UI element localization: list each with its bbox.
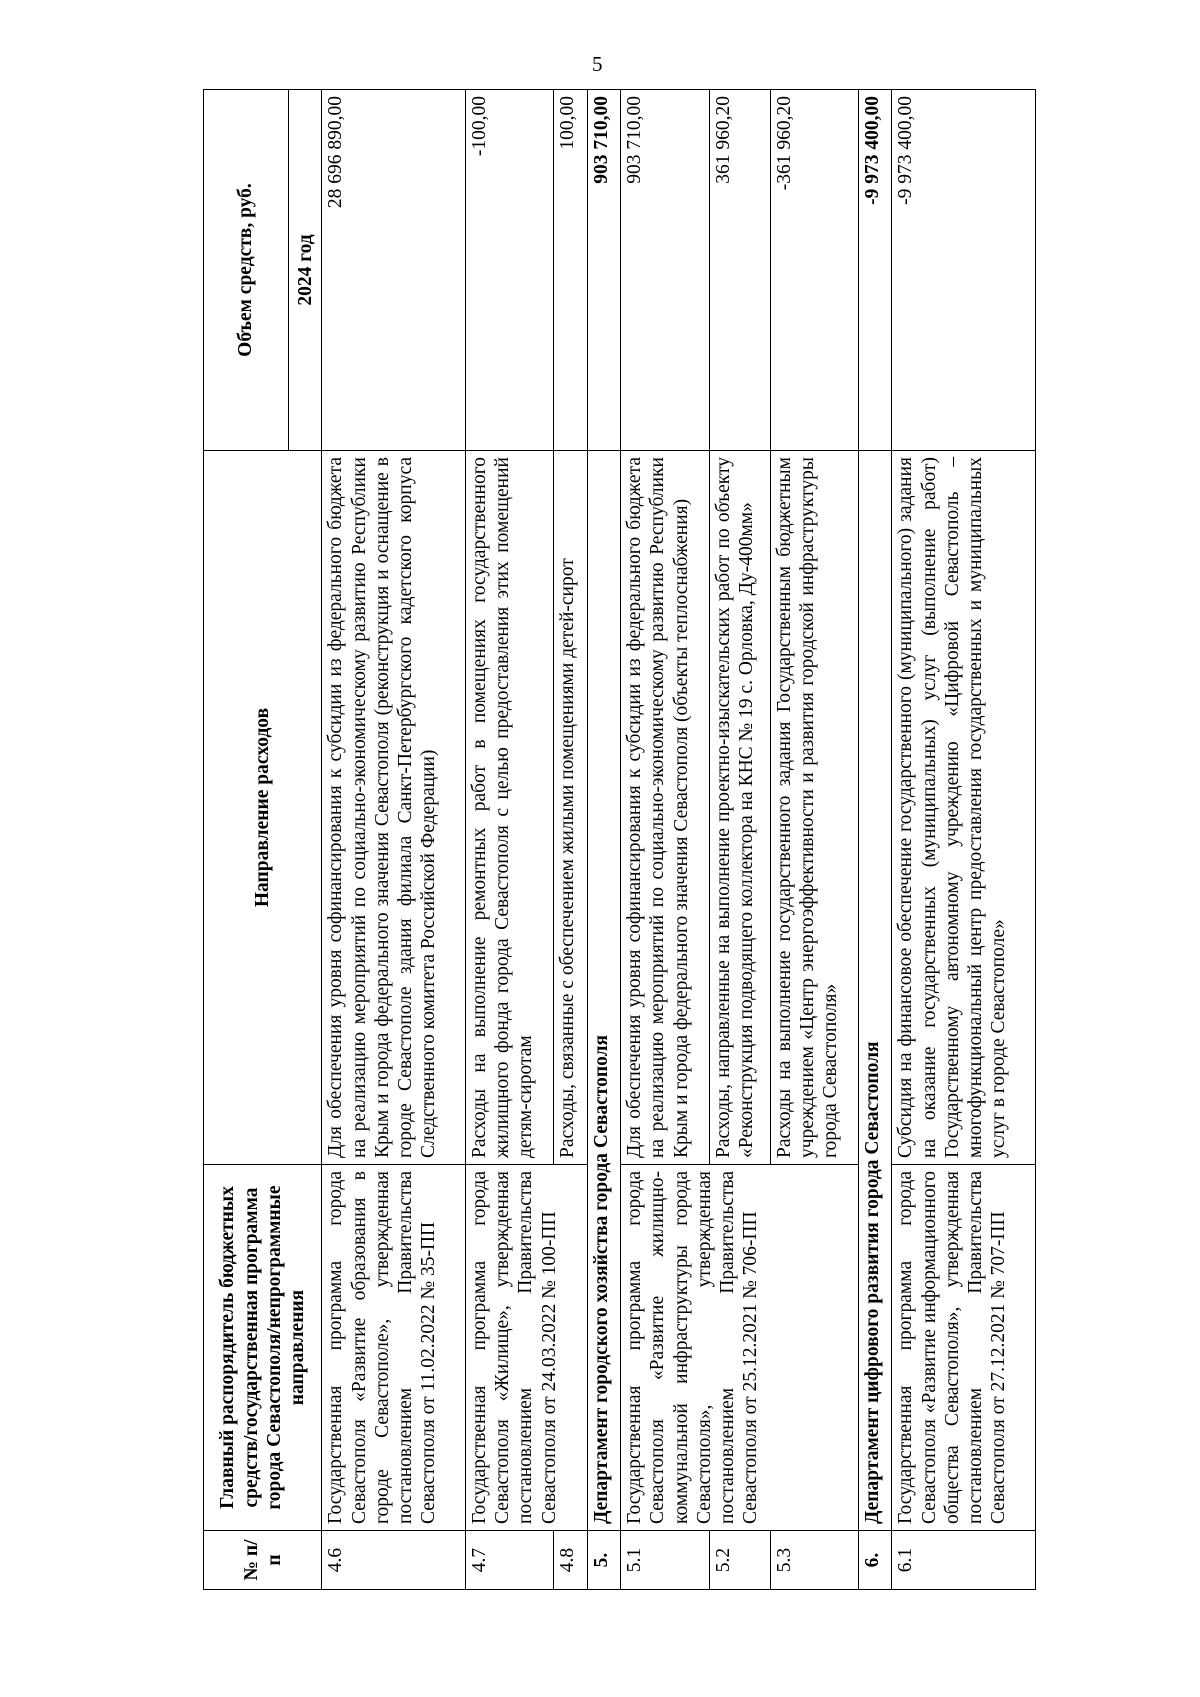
header-distributor: Главный распорядитель бюджетных средств/государственная программа города Севастополя/непрограммные направления [204, 1165, 322, 1531]
row-direction: Расходы на выполнение государственного задания Государственным бюджетным учреждением «Центр энергоэффективности и развития городской инфраструктуры города Севастополя» [770, 451, 858, 1165]
header-direction: Направление расходов [204, 451, 322, 1165]
row-num: 5.3 [770, 1531, 858, 1590]
row-amount: 28 696 890,00 [322, 90, 465, 451]
row-amount: -361 960,20 [770, 90, 858, 451]
header-num: № п/п [204, 1531, 322, 1590]
row-amount: 361 960,20 [709, 90, 770, 451]
row-amount: -9 973 400,00 [859, 90, 892, 451]
department-title: Департамент городского хозяйства города Севастополя [587, 451, 620, 1531]
row-amount: -100,00 [465, 90, 553, 451]
table-header-row [204, 90, 289, 1590]
row-num: 5.1 [621, 1531, 709, 1590]
department-row [587, 90, 620, 1590]
table-row [892, 90, 1036, 1590]
row-program: Государственная программа города Севастополя «Развитие образования в городе Севастополе», утвержденная постановлением Правительства Севастополя от 11.02.2022 № 35-ПП [322, 1165, 465, 1531]
row-direction: Расходы, направленные на выполнение проектно-изыскательских работ по объекту «Реконструкция подводящего коллектора на КНС № 19 с. Орловка, Ду-400мм» [709, 451, 770, 1165]
row-num: 4.7 [465, 1531, 553, 1590]
table-row [322, 90, 465, 1590]
row-num: 4.6 [322, 1531, 465, 1590]
row-num: 5. [587, 1531, 620, 1590]
budget-table [203, 89, 1036, 1590]
row-program: Государственная программа города Севастополя «Жилище», утвержденная постановлением Правительства Севастополя от 24.03.2022 № 100-ПП [465, 1165, 587, 1531]
page-number: 5 [592, 52, 603, 76]
row-amount: -9 973 400,00 [892, 90, 1036, 451]
row-direction: Расходы, связанные с обеспечением жилыми помещениями детей-сирот [554, 451, 587, 1165]
table-row [621, 90, 709, 1590]
row-amount: 903 710,00 [587, 90, 620, 451]
row-num: 6.1 [892, 1531, 1036, 1590]
table-row [465, 90, 553, 1590]
row-amount: 903 710,00 [621, 90, 709, 451]
row-direction: Расходы на выполнение ремонтных работ в помещениях государственного жилищного фонда города Севастополя с целью предоставления этих помещений детям-сиротам [465, 451, 553, 1165]
row-num: 4.8 [554, 1531, 587, 1590]
header-volume: Объем средств, руб. [204, 90, 289, 451]
department-row [859, 90, 892, 1590]
row-num: 5.2 [709, 1531, 770, 1590]
row-direction: Субсидия на финансовое обеспечение государственного (муниципального) задания на оказание государственных (муниципальных) услуг (выполнение работ) Государственному автономному учреждению «Цифровой Севастополь – многофункциональный центр предоставления государственных и муниципальных услуг в городе Севастополе» [892, 451, 1036, 1165]
rotated-table-wrapper [203, 90, 1036, 1590]
row-amount: 100,00 [554, 90, 587, 451]
row-num: 6. [859, 1531, 892, 1590]
row-direction: Для обеспечения уровня софинансирования к субсидии из федерального бюджета на реализацию мероприятий по социально-экономическому развитию Республики Крым и города федерального значения Севастополя (реконструкция и оснащение в городе Севастополе здания филиала Санкт-Петербургского кадетского корпуса Следственного комитета Российской Федерации) [322, 451, 465, 1165]
row-program: Государственная программа города Севастополя «Развитие информационного общества Севастополя», утвержденная постановлением Правительства Севастополя от 27.12.2021 № 707-ПП [892, 1165, 1036, 1531]
row-program: Государственная программа города Севастополя «Развитие жилищно-коммунальной инфраструктуры города Севастополя», утвержденная постановлением Правительства Севастополя от 25.12.2021 № 706-ПП [621, 1165, 859, 1531]
department-title: Департамент цифрового развития города Севастополя [859, 451, 892, 1531]
header-year: 2024 год [289, 90, 322, 451]
row-direction: Для обеспечения уровня софинансирования к субсидии из федерального бюджета на реализацию мероприятий по социально-экономическому развитию Республики Крым и города федерального значения Севастополя (объекты теплоснабжения) [621, 451, 709, 1165]
